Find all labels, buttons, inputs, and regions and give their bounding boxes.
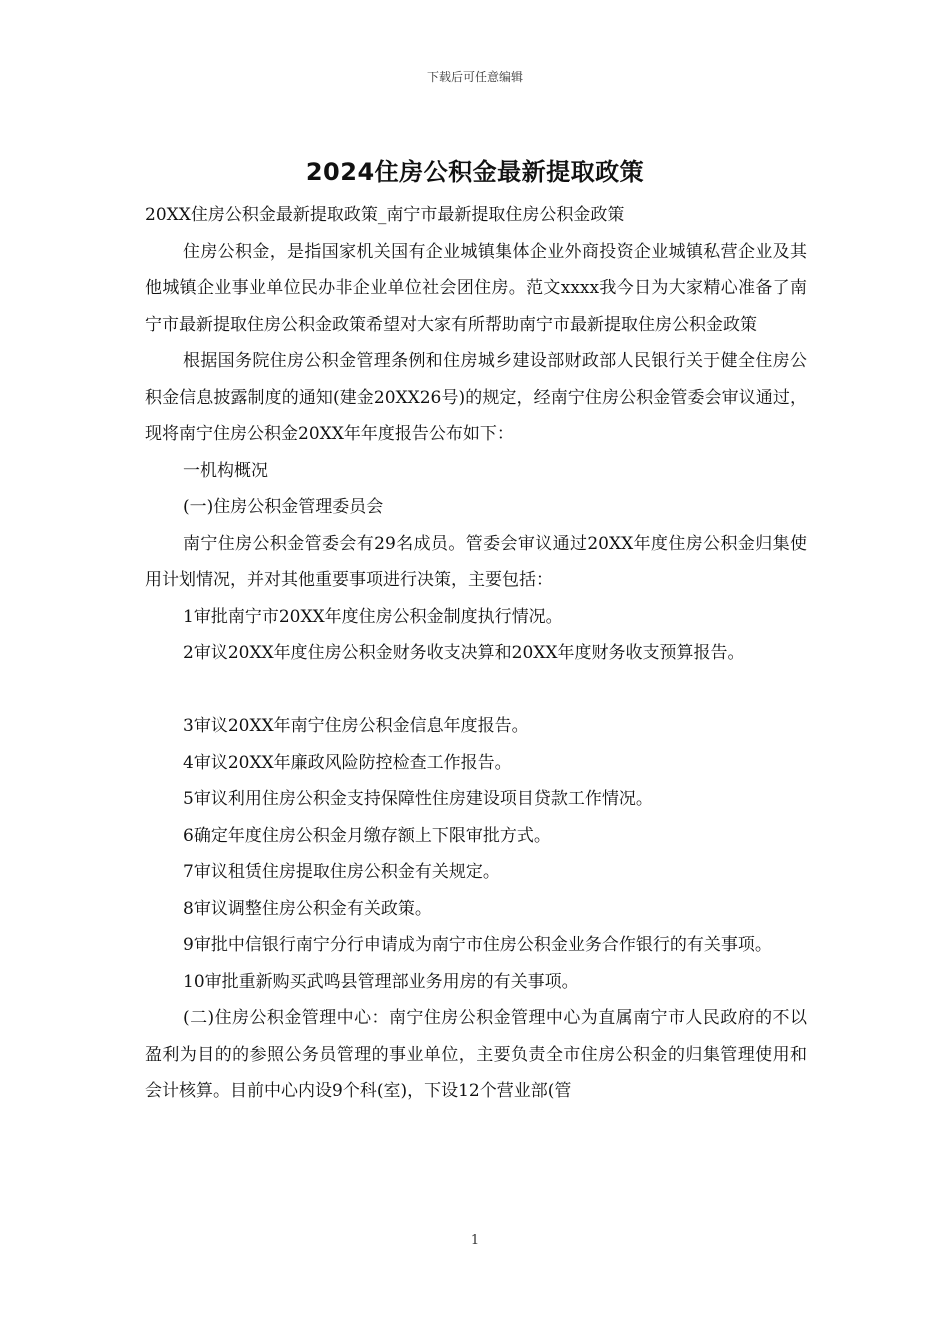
header-note: 下载后可任意编辑: [426, 70, 523, 84]
blank-line: [145, 672, 807, 709]
paragraph-basis: 根据国务院住房公积金管理条例和住房城乡建设部财政部人民银行关于健全住房公积金信息披露制度的通知(建金20XX26号)的规定，经南宁住房公积金管委会审议通过，现将南宁住房公积金20XX年年度报告公布如下：: [145, 351, 807, 444]
list-item-10: 10审批重新购买武鸣县管理部业务用房的有关事项。: [183, 971, 579, 992]
list-item-3: 3审议20XX年南宁住房公积金信息年度报告。: [183, 716, 529, 736]
list-item-4: 4审议20XX年廉政风险防控检查工作报告。: [183, 752, 512, 773]
list-item-8: 8审议调整住房公积金有关政策。: [183, 898, 432, 919]
paragraph-intro: 住房公积金，是指国家机关国有企业城镇集体企业外商投资企业城镇私营企业及其他城镇企业事业单位民办非企业单位社会团住房。范文xxxx我今日为大家精心准备了南宁市最新提取住房公积金政策希望对大家有所帮助南宁市最新提取住房公积金政策: [145, 241, 807, 335]
page-number: 1: [470, 1233, 480, 1248]
subtitle-line: 20XX住房公积金最新提取政策_南宁市最新提取住房公积金政策: [145, 205, 625, 225]
list-item-6: 6确定年度住房公积金月缴存额上下限审批方式。: [183, 825, 551, 846]
list-item-9: 9审批中信银行南宁分行申请成为南宁市住房公积金业务合作银行的有关事项。: [183, 935, 772, 955]
document-title: 2024住房公积金最新提取政策: [305, 158, 645, 186]
list-item-7: 7审议租赁住房提取住房公积金有关规定。: [183, 862, 500, 882]
paragraph-committee: 南宁住房公积金管委会有29名成员。管委会审议通过20XX年度住房公积金归集使用计划情况，并对其他重要事项进行决策，主要包括：: [145, 533, 807, 590]
section-heading-1: 一机构概况: [183, 460, 268, 481]
document-body: [145, 197, 807, 1110]
list-item-1: 1审批南宁市20XX年度住房公积金制度执行情况。: [183, 606, 563, 627]
list-item-2: 2审议20XX年度住房公积金财务收支决算和20XX年度财务收支预算报告。: [183, 643, 745, 663]
paragraph-center: (二)住房公积金管理中心：南宁住房公积金管理中心为直属南宁市人民政府的不以盈利为目的的参照公务员管理的事业单位，主要负责全市住房公积金的归集管理使用和会计核算。目前中心内设9个科(室)，下设12个营业部(管: [145, 1008, 807, 1101]
list-item-5: 5审议利用住房公积金支持保障性住房建设项目贷款工作情况。: [183, 789, 653, 809]
subsection-heading-1: (一)住房公积金管理委员会: [183, 497, 384, 517]
